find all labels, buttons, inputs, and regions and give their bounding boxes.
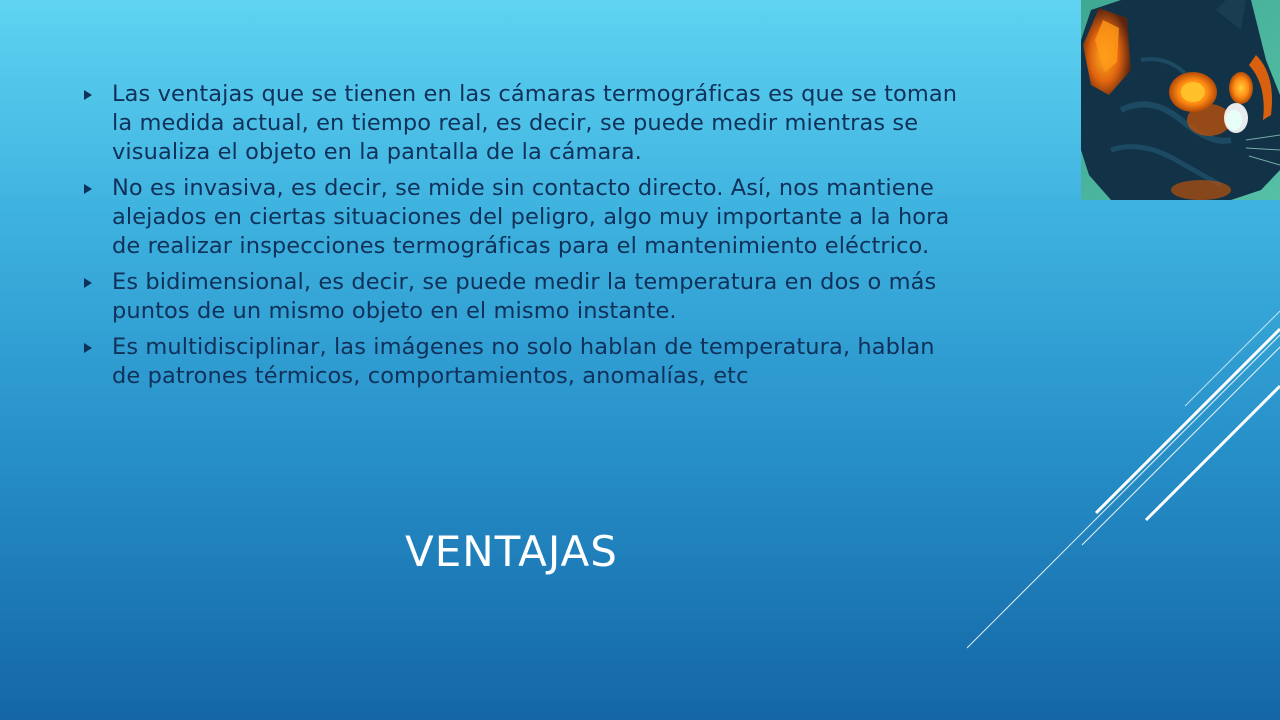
bullet-text: Es multidisciplinar, las imágenes no solo hablan de temperatura, hablan de patrones térmicos, comportamientos, anomalías, etc — [112, 334, 935, 389]
slide-title: VENTAJAS — [405, 527, 618, 576]
bullet-text: Es bidimensional, es decir, se puede medir la temperatura en dos o más puntos de un mismo objeto en el mismo instante. — [112, 269, 937, 324]
bullet-text: No es invasiva, es decir, se mide sin contacto directo. Así, nos mantiene alejados en ciertas situaciones del peligro, algo muy importante a la hora de realizar inspecciones termográficas para el mantenimiento eléctrico. — [112, 175, 950, 259]
bullet-text: Las ventajas que se tienen en las cámaras termográficas es que se toman la medida actual, en tiempo real, es decir, se puede medir mientras se visualiza el objeto en la pantalla de la cámara. — [112, 81, 958, 165]
